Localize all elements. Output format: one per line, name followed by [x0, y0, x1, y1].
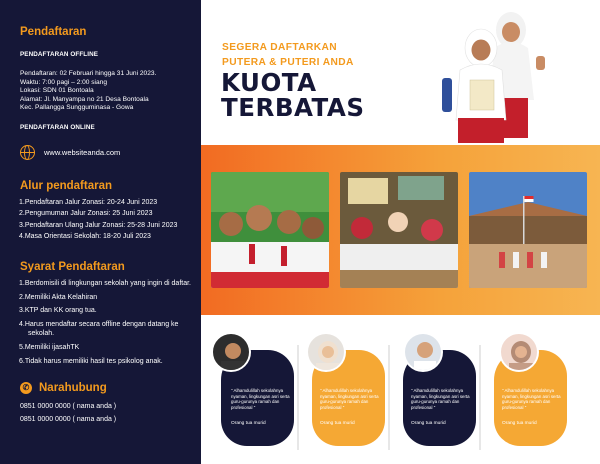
website-row[interactable] — [20, 145, 120, 160]
testimonial-quote: " Alhamdulillah sekolahnya nyaman, lingkungan asri serta guru-gurunya ramah dan profesional " — [231, 388, 290, 410]
photo-children-smiling — [211, 172, 329, 288]
divider — [388, 345, 390, 450]
tagline — [222, 40, 354, 70]
alur-item: 4.Masa Orientasi Sekolah: 18-20 Juli 2023 — [19, 232, 151, 240]
photo-school-yard — [469, 172, 587, 288]
offline-title: PENDAFTARAN OFFLINE — [20, 51, 99, 58]
headline-line-1: KUOTA — [221, 68, 317, 97]
narahubung-title: Narahubung — [39, 382, 107, 394]
photo-classroom — [340, 172, 458, 288]
avatar — [211, 332, 251, 372]
alur-item: 3.Pendaftaran Ulang Jalur Zonasi: 25-28 Juni 2023 — [19, 221, 178, 229]
syarat-item: 3.KTP dan KK orang tua. — [19, 307, 97, 315]
syarat-item: 6.Tidak harus memiliki hasil tes psikolog anak. — [19, 357, 163, 365]
narahubung-heading — [20, 382, 107, 394]
tagline-line-2: PUTERA & PUTERI ANDA — [222, 57, 354, 68]
website-link[interactable]: www.websiteanda.com — [44, 148, 121, 157]
offline-line-2: Waktu: 7:00 pagi – 2:00 siang — [20, 78, 107, 86]
avatar — [403, 332, 443, 372]
globe-icon — [20, 145, 35, 160]
syarat-item: 1.Berdomisili di lingkungan sekolah yang ingin di daftar. — [19, 280, 191, 287]
offline-line-4: Alamat: Jl. Manyampa no 21 Desa Bontoala — [20, 95, 149, 103]
left-info-panel — [0, 0, 201, 464]
divider — [297, 345, 299, 450]
alur-list — [19, 197, 177, 242]
syarat-list — [19, 279, 195, 370]
divider — [479, 345, 481, 450]
avatar — [499, 332, 539, 372]
offline-line-3: Lokasi: SDN 01 Bontoala — [20, 87, 94, 95]
tagline-line-1: SEGERA DAFTARKAN — [222, 42, 338, 53]
syarat-title: Syarat Pendaftaran — [20, 261, 125, 273]
offline-line-1: Pendaftaran: 02 Februari hingga 31 Juni 2023. — [20, 70, 157, 77]
syarat-item: 2.Memiliki Akta Kelahiran — [19, 293, 98, 301]
headline-line-2: TERBATAS — [221, 93, 365, 122]
syarat-item: 4.Harus mendaftar secara offline dengan datang ke sekolah. — [19, 321, 179, 338]
phone-contact-2[interactable]: 0851 0000 0000 ( nama anda ) — [20, 416, 117, 423]
phone-icon: ✆ — [20, 382, 32, 394]
syarat-item: 5.Memiliki ijasahTK — [19, 344, 80, 352]
alur-item: 1.Pendaftaran Jalur Zonasi: 20-24 Juni 2023 — [19, 199, 158, 206]
online-title: PENDAFTARAN ONLINE — [20, 124, 95, 131]
pendaftaran-title: Pendaftaran — [20, 26, 87, 38]
offline-line-5: Kec. Pallangga Sungguminasa - Gowa — [20, 104, 134, 112]
alur-item: 2.Pengumuman Jalur Zonasi: 25 Juni 2023 — [19, 210, 153, 218]
testimonial-quote: " Alhamdulillah sekolahnya nyaman, lingkungan asri serta guru-gurunya ramah dan profesional " — [502, 388, 561, 410]
testimonial-quote: " Alhamdulillah sekolahnya nyaman, lingkungan asri serta guru-gurunya ramah dan profesional " — [411, 388, 470, 410]
testimonial-author: Orang tua murid — [502, 421, 537, 426]
headline — [221, 70, 364, 120]
testimonial-author: Orang tua murid — [320, 421, 355, 426]
testimonial-author: Orang tua murid — [231, 421, 266, 426]
alur-title: Alur pendaftaran — [20, 180, 113, 192]
students-photo — [436, 8, 556, 143]
phone-contact-1[interactable]: 0851 0000 0000 ( nama anda ) — [20, 403, 117, 410]
avatar — [306, 332, 346, 372]
testimonial-author: Orang tua murid — [411, 421, 446, 426]
testimonial-quote: " Alhamdulillah sekolahnya nyaman, lingkungan asri serta guru-gurunya ramah dan profesional " — [320, 388, 379, 410]
